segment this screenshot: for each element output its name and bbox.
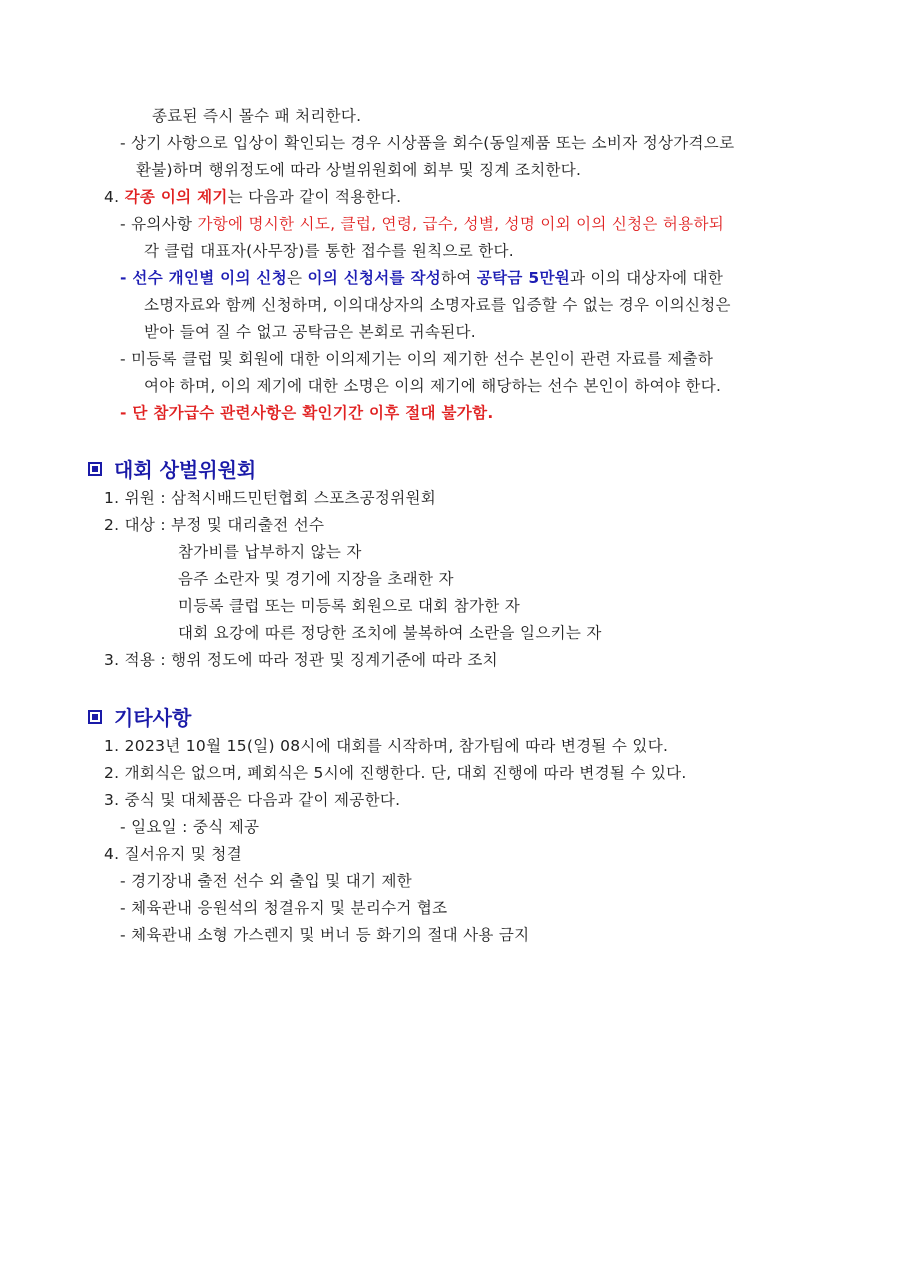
text-line [120,268,723,288]
warning-line: - 단 참가급수 관련사항은 확인기간 이후 절대 불가함. [120,404,494,422]
section-title: 대회 상벌위원회 [114,458,257,482]
list-item: 2. 개회식은 없으며, 폐회식은 5시에 진행한다. 단, 대회 진행에 따라 변경될 수 있다. [104,764,687,782]
list-item: - 체육관내 응원석의 청결유지 및 분리수거 협조 [120,899,448,917]
list-item: - 일요일 : 중식 제공 [120,818,260,836]
section-heading [88,702,191,731]
list-item: 1. 2023년 10월 15(일) 08시에 대회를 시작하며, 참가팀에 따라 변경될 수 있다. [104,737,669,755]
text: 는 다음과 같이 적용한다. [227,188,402,206]
list-item: 음주 소란자 및 경기에 지장을 초래한 자 [178,570,454,588]
text-line: 환불)하며 행위정도에 따라 상벌위원회에 회부 및 징계 조치한다. [136,161,582,179]
section-heading [88,454,256,483]
text-line: 여야 하며, 이의 제기에 대한 소명은 이의 제기에 해당하는 선수 본인이 하여야 한다. [144,377,722,395]
text: 은 [286,269,308,287]
highlight-text: 공탁금 5만원 [476,269,571,287]
text-line: - 상기 사항으로 입상이 확인되는 경우 시상품을 회수(동일제품 또는 소비자 정상가격으로 [120,134,735,152]
text-line [120,214,724,234]
list-item: 미등록 클럽 또는 미등록 회원으로 대회 참가한 자 [178,597,521,615]
text: 하여 [441,269,477,287]
list-item: 1. 위원 : 삼척시배드민턴협회 스포츠공정위원회 [104,489,437,507]
item-number: 4. [104,188,120,206]
list-item: 3. 중식 및 대체품은 다음과 같이 제공한다. [104,791,401,809]
highlight-text: 각종 이의 제기 [124,188,228,206]
text: - 유의사항 [120,215,198,233]
list-item: - 경기장내 출전 선수 외 출입 및 대기 제한 [120,872,413,890]
highlight-text: 가항에 명시한 시도, 클럽, 연령, 급수, 성별, 성명 이외 이의 신청은 허용하되 [197,215,725,233]
text-line: 소명자료와 함께 신청하며, 이의대상자의 소명자료를 입증할 수 없는 경우 이의신청은 [144,296,731,314]
list-item: 4. 질서유지 및 청결 [104,845,242,863]
highlight-text: 이의 신청서를 작성 [307,269,442,287]
text-line: 받아 들여 질 수 없고 공탁금은 본회로 귀속된다. [144,323,477,341]
text: 과 이의 대상자에 대한 [570,269,724,287]
list-item: 대회 요강에 따른 정당한 조치에 불복하여 소란을 일으키는 자 [178,624,602,642]
square-bullet-icon [88,462,102,476]
protest-item-4 [104,187,401,207]
text-line: - 미등록 클럽 및 회원에 대한 이의제기는 이의 제기한 선수 본인이 관련 자료를 제출하 [120,350,714,368]
list-item: 3. 적용 : 행위 정도에 따라 정관 및 징계기준에 따라 조치 [104,651,498,669]
list-item: 참가비를 납부하지 않는 자 [178,543,362,561]
text-line: 종료된 즉시 몰수 패 처리한다. [152,107,362,125]
list-item: - 체육관내 소형 가스렌지 및 버너 등 화기의 절대 사용 금지 [120,926,530,944]
text-line: 각 클럽 대표자(사무장)를 통한 접수를 원칙으로 한다. [144,242,515,260]
square-bullet-icon [88,710,102,724]
highlight-text: - 선수 개인별 이의 신청 [120,269,287,287]
section-title: 기타사항 [114,706,192,730]
list-item: 2. 대상 : 부정 및 대리출전 선수 [104,516,325,534]
